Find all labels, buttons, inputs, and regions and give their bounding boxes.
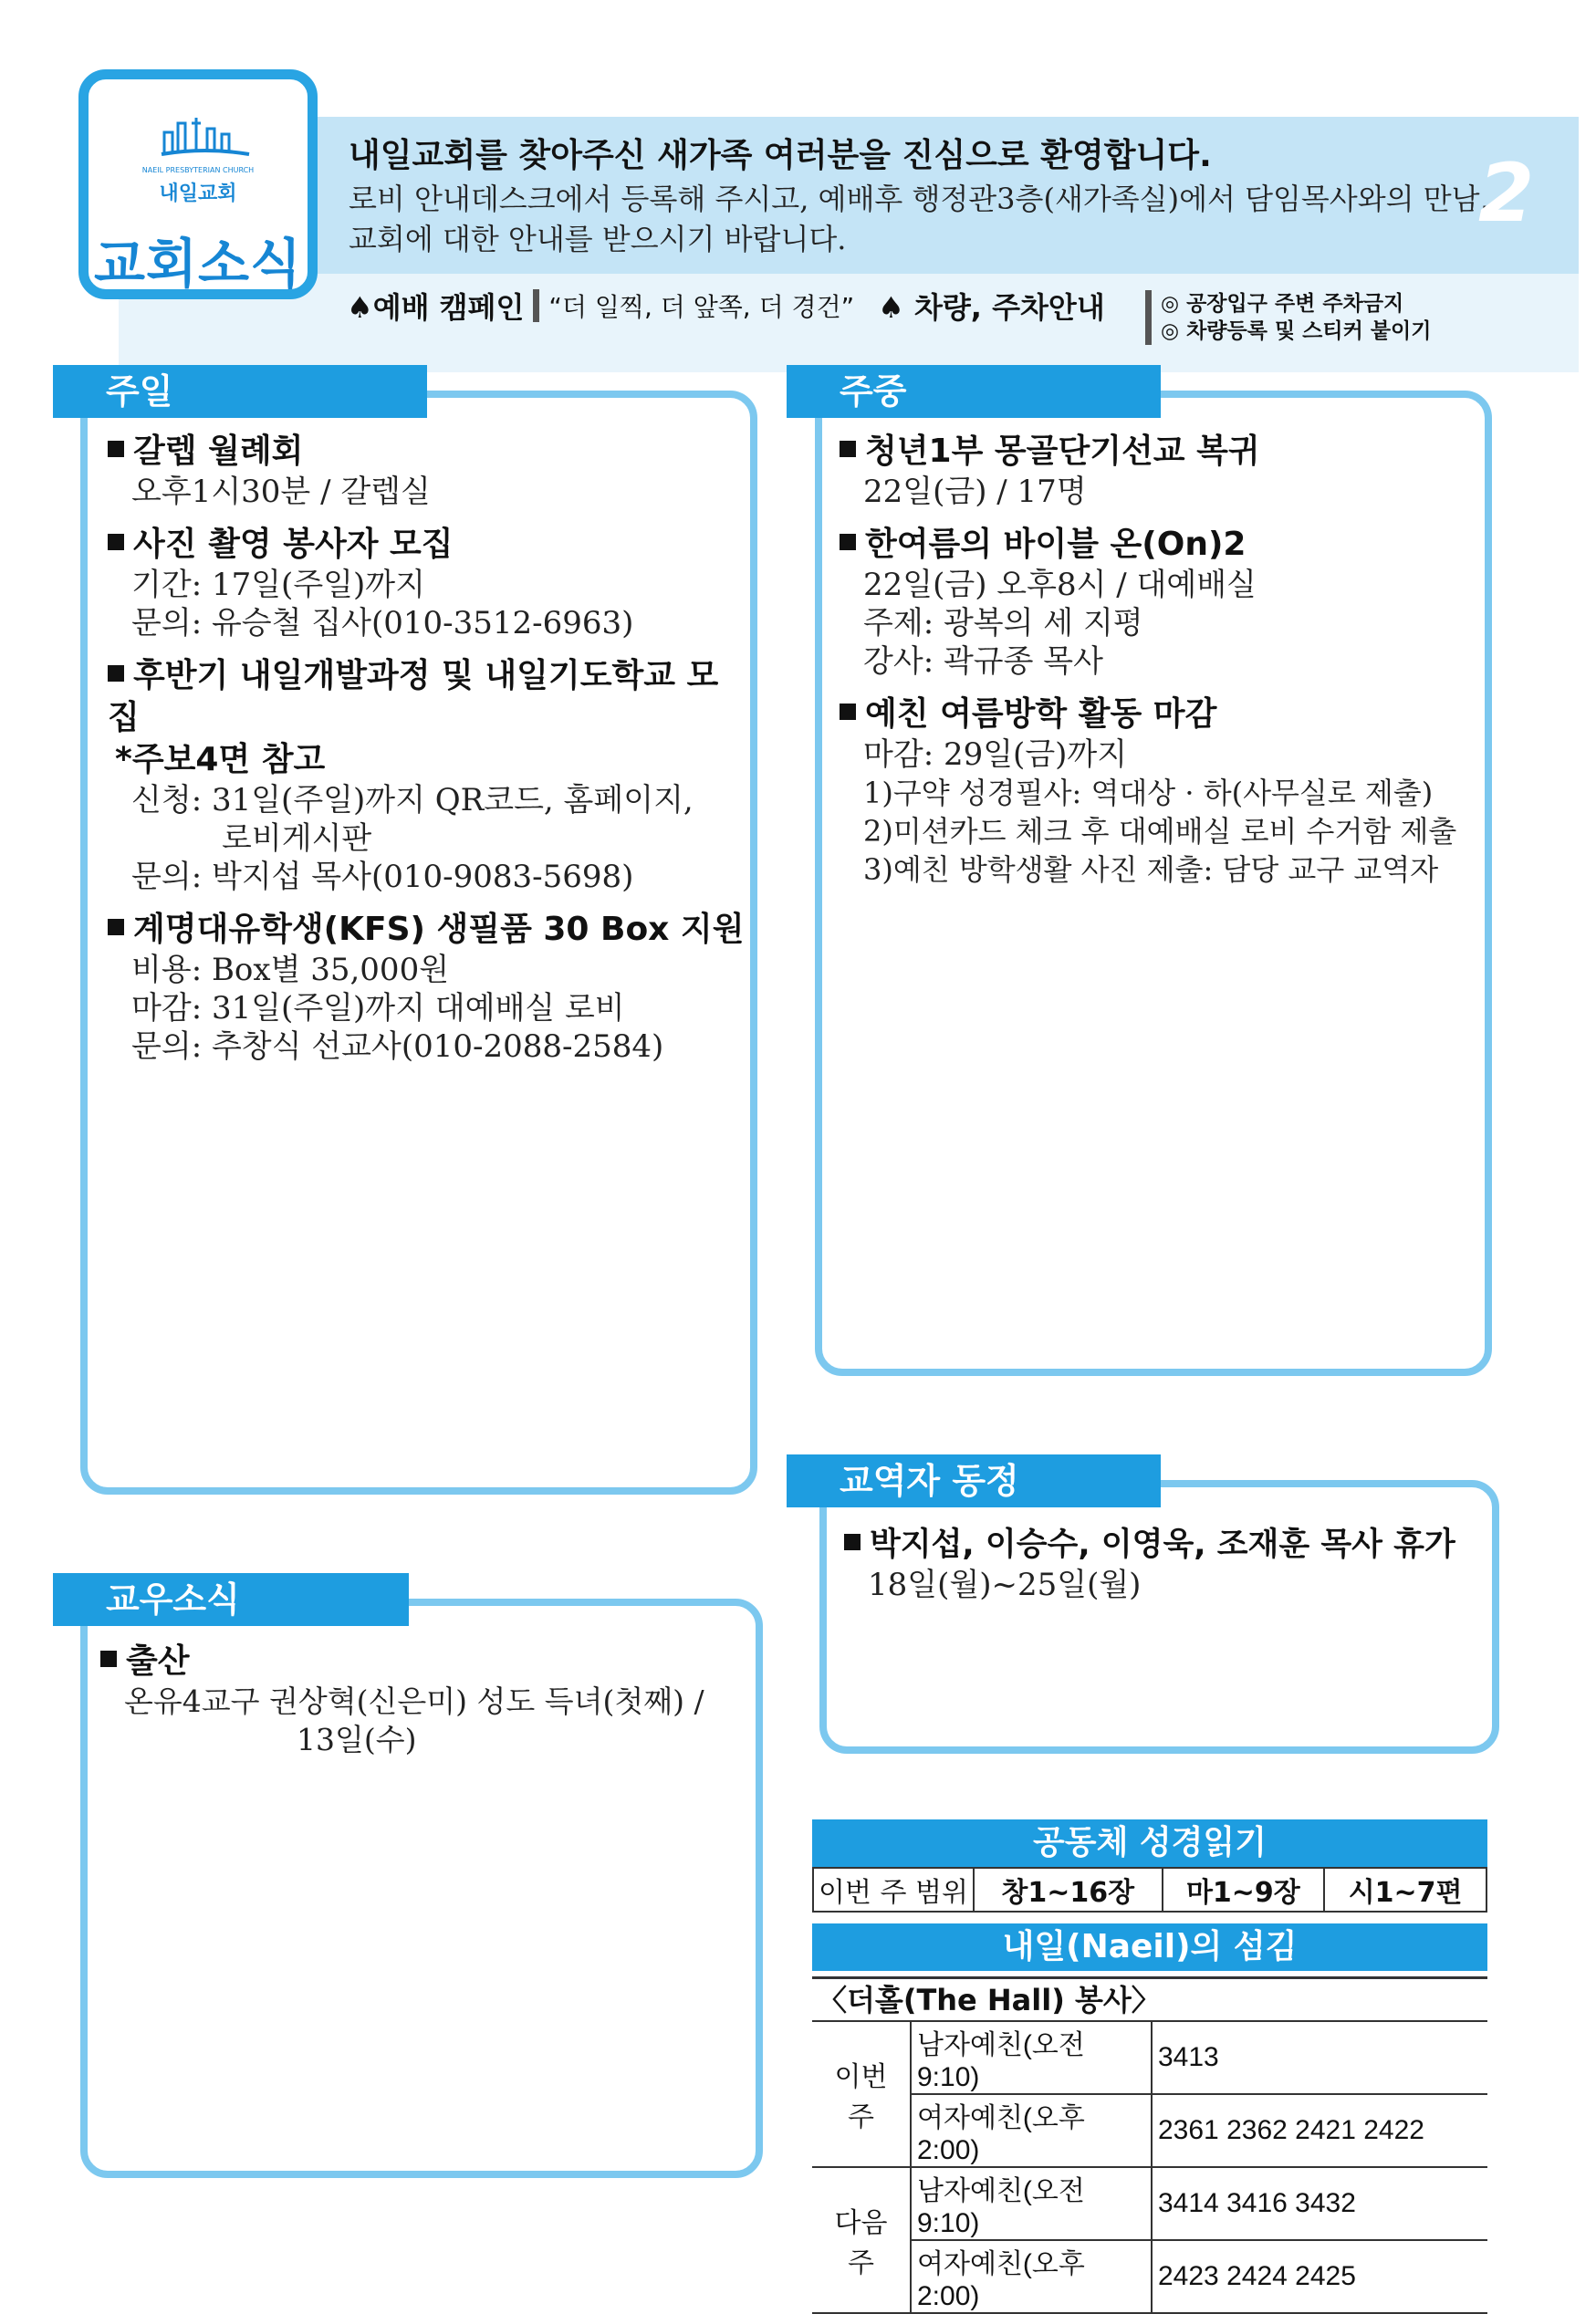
staff-section	[819, 1480, 1499, 1754]
range-cell: 창1~16장	[974, 1868, 1163, 1912]
logo-title: 교회소식	[93, 233, 303, 295]
value-cell: 3414 3416 3432	[1152, 2167, 1487, 2240]
list-item-detail: 문의: 박지섭 목사(010-9083-5698)	[131, 859, 634, 895]
staff-tag: 교역자 동정	[787, 1454, 1161, 1507]
value-cell: 2423 2424 2425	[1152, 2240, 1487, 2313]
group-cell: 남자예친(오전9:10)	[911, 2021, 1152, 2094]
table-row	[813, 1868, 1486, 1912]
list-item-detail: 마감: 29일(금)까지	[863, 736, 1128, 773]
page-number: 2	[1478, 146, 1535, 240]
parking-info	[1145, 290, 1432, 345]
list-item-title-note: *주보4면 참고	[115, 741, 326, 778]
list-item-detail: 18일(월)~25일(월)	[868, 1567, 1142, 1603]
bible-reading-table	[812, 1867, 1487, 1913]
table-row	[812, 2021, 1487, 2094]
list-item-title: 예친 여름방학 활동 마감	[840, 693, 1478, 735]
logo-church-name: 내일교회	[159, 182, 237, 205]
value-cell: 2361 2362 2421 2422	[1152, 2094, 1487, 2167]
bullet-square-icon	[840, 704, 856, 720]
list-item-detail: 13일(수)	[297, 1722, 417, 1757]
bullet-square-icon	[108, 665, 124, 682]
list-item-detail: 오후1시30분 / 갈렙실	[131, 474, 431, 510]
list-item-title: 갈렙 월례회	[108, 431, 746, 473]
bullet-square-icon	[108, 441, 124, 457]
table-row	[812, 2240, 1487, 2313]
members-tag: 교우소식	[53, 1573, 409, 1626]
campaign-label: ♠예배 캠페인	[347, 290, 525, 325]
list-item-detail: 신청: 31일(주일)까지 QR코드, 홈페이지,	[131, 782, 694, 818]
parking-line-2: ◎ 차량등록 및 스티커 붙이기	[1161, 319, 1432, 343]
campaign-quote: “더 일찍, 더 앞쪽, 더 경건”	[548, 292, 855, 322]
welcome-text	[349, 179, 1489, 259]
list-item-detail: 주제: 광복의 세 지평	[863, 605, 1143, 641]
list-item-detail: 로비게시판	[222, 820, 372, 857]
list-item-detail: 2)미션카드 체크 후 대예배실 로비 수거함 제출	[863, 814, 1457, 849]
bullet-square-icon	[844, 1534, 861, 1550]
week-label: 다음 주	[812, 2167, 911, 2313]
week-label: 이번 주	[812, 2021, 911, 2167]
service-subheader: 〈더홀(The Hall) 봉사〉	[812, 1976, 1487, 2021]
weekday-tag: 주중	[787, 365, 1161, 418]
list-item-title: 계명대유학생(KFS) 생필품 30 Box 지원	[108, 909, 746, 951]
church-logo	[78, 69, 318, 299]
list-item-detail: 온유4교구 권상혁(신은미) 성도 득녀(첫째) /	[124, 1683, 704, 1719]
table-row	[812, 2094, 1487, 2167]
welcome-line-1: 로비 안내데스크에서 등록해 주시고, 예배후 행정관3층(새가족실)에서 담임목사와의 만남,	[349, 182, 1489, 216]
list-item-detail: 3)예친 방학생활 사진 제출: 담당 교구 교역자	[863, 852, 1439, 887]
list-item-detail: 1)구약 성경필사: 역대상 · 하(사무실로 제출)	[863, 776, 1434, 810]
group-cell: 여자예친(오후2:00)	[911, 2240, 1152, 2313]
value-cell: 3413	[1152, 2021, 1487, 2094]
range-cell: 시1~7편	[1324, 1868, 1486, 1912]
welcome-line-2: 교회에 대한 안내를 받으시기 바랍니다.	[349, 222, 847, 256]
service-table	[812, 2020, 1487, 2314]
list-item-title: 청년1부 몽골단기선교 복귀	[840, 431, 1478, 473]
list-item-detail: 22일(금) / 17명	[863, 474, 1087, 510]
list-item-detail: 문의: 추창식 선교사(010-2088-2584)	[131, 1028, 664, 1065]
members-items	[100, 1641, 748, 1759]
list-item-title: 후반기 내일개발과정 및 내일기도학교 모집	[108, 657, 719, 736]
welcome-title: 내일교회를 찾아주신 새가족 여러분을 진심으로 환영합니다.	[349, 137, 1212, 174]
list-item-title: 박지섭, 이승수, 이영욱, 조재훈 목사 휴가	[844, 1524, 1483, 1566]
sunday-items	[108, 431, 746, 1066]
bullet-square-icon	[108, 919, 124, 935]
list-item-title: 사진 촬영 봉사자 모집	[108, 524, 746, 566]
bible-reading-header: 공동체 성경읽기	[812, 1819, 1487, 1867]
logo-tiny-text: NAEIL PRESBYTERIAN CHURCH	[141, 166, 255, 174]
church-skyline-icon	[160, 107, 251, 162]
campaign-row	[347, 285, 1105, 327]
bullet-square-icon	[840, 441, 856, 457]
group-cell: 여자예친(오후2:00)	[911, 2094, 1152, 2167]
group-cell: 남자예친(오전9:10)	[911, 2167, 1152, 2240]
list-item-detail: 22일(금) 오후8시 / 대예배실	[863, 567, 1257, 603]
sunday-tag: 주일	[53, 365, 427, 418]
parking-line-1: ◎ 공장입구 주변 주차금지	[1161, 292, 1404, 316]
list-item-title: 출산	[100, 1641, 748, 1683]
bullet-square-icon	[108, 534, 124, 550]
range-label: 이번 주 범위	[813, 1868, 974, 1912]
weekday-items	[840, 431, 1478, 889]
table-row	[812, 2167, 1487, 2240]
bullet-square-icon	[100, 1651, 117, 1667]
service-header: 내일(Naeil)의 섬김	[812, 1923, 1487, 1971]
divider	[533, 289, 539, 322]
staff-items	[844, 1524, 1483, 1604]
range-cell: 마1~9장	[1163, 1868, 1325, 1912]
list-item-detail: 비용: Box별 35,000원	[131, 952, 450, 988]
list-item-detail: 마감: 31일(주일)까지 대예배실 로비	[131, 990, 625, 1027]
list-item-detail: 기간: 17일(주일)까지	[131, 567, 425, 603]
parking-label: ♠ 차량, 주차안내	[878, 290, 1105, 325]
bullet-square-icon	[840, 534, 856, 550]
list-item-detail: 문의: 유승철 집사(010-3512-6963)	[131, 605, 634, 641]
list-item-title: 한여름의 바이블 온(On)2	[840, 524, 1478, 566]
list-item-detail: 강사: 곽규종 목사	[863, 643, 1103, 680]
